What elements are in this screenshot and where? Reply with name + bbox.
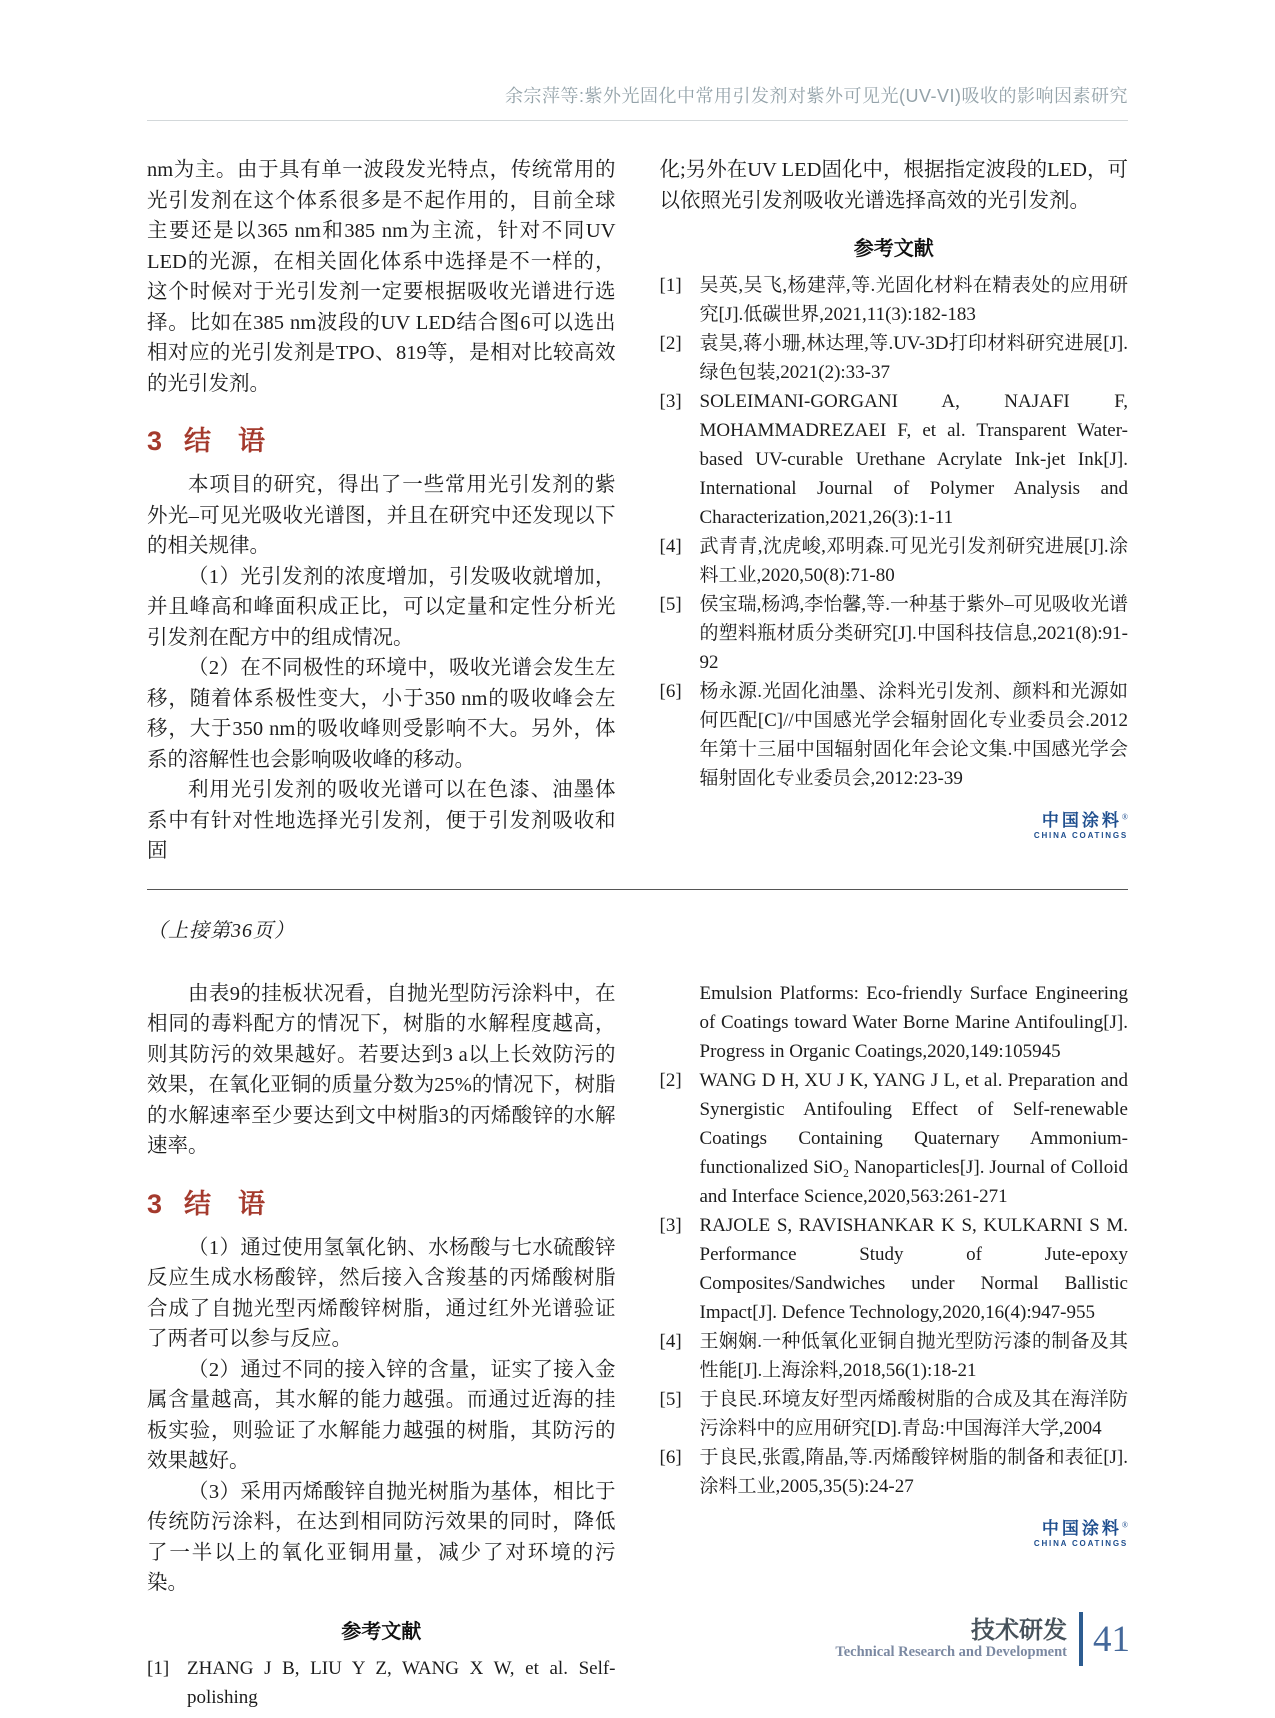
page-number: 41 — [1093, 1618, 1130, 1660]
reference-item — [660, 387, 1129, 532]
reference-text: SOLEIMANI-GORGANI A, NAJAFI F, MOHAMMADREZAEI F, et al. Transparent Water-based UV-curable Urethane Acrylate Ink-jet Ink[J]. International Journal of Polymer Analysis and Characterization,2021,26(3):1-11 — [699, 391, 1128, 528]
reference-text: ZHANG J B, LIU Y Z, WANG X W, et al. Self-polishing — [187, 1657, 616, 1708]
reference-text: 武青青,沈虎峻,邓明森.可见光引发剂研究进展[J].涂料工业,2020,50(8):71-80 — [699, 536, 1128, 586]
reference-item — [660, 677, 1129, 793]
footer-section-label — [835, 1617, 1067, 1662]
reference-item — [660, 1066, 1129, 1211]
logo-text-en: CHINA COATINGS — [1033, 1538, 1128, 1548]
paragraph: （3）采用丙烯酸锌自抛光树脂为基体，相比于传统防污涂料，在达到相同防污效果的同时，降低了一半以上的氧化亚铜用量，减少了对环境的污染。 — [147, 1480, 616, 1594]
section-heading-conclusion — [147, 1182, 616, 1221]
reference-text: 于良民,张霞,隋晶,等.丙烯酸锌树脂的制备和表征[J].涂料工业,2005,35(5):24-27 — [699, 1446, 1128, 1497]
reference-number: [6] — [659, 681, 682, 702]
page-footer — [835, 1612, 1130, 1666]
footer-divider-bar — [1079, 1612, 1083, 1666]
reference-text: WANG D H, XU J K, YANG J L, et al. Preparation and Synergistic Antifouling Effect of Self-renewable Coatings Containing Quaternary Ammonium-functionalized SiO₂ Nanoparticles[J]. Journal of Colloid and Interface Science,2020,563:261-271 — [699, 1069, 1128, 1207]
article2 — [147, 979, 1128, 1712]
paragraph: （2）通过不同的接入锌的含量，证实了接入金属含量越高，其水解的能力越强。而通过近海的挂板实验，则验证了水解能力越强的树脂，其防污的效果越好。 — [147, 1358, 616, 1472]
reference-item — [660, 1443, 1129, 1501]
reference-text: 杨永源.光固化油墨、涂料光引发剂、颜料和光源如何匹配[C]//中国感光学会辐射固化专业委员会.2012年第十三届中国辐射固化年会论文集.中国感光学会辐射固化专业委员会,2012:23-39 — [699, 681, 1128, 789]
reference-item — [660, 1327, 1129, 1385]
reference-item — [660, 590, 1129, 677]
logo-text-cn: 中国涂料 — [1041, 1518, 1122, 1538]
reference-number: [1] — [147, 1657, 170, 1679]
reference-continuation: Emulsion Platforms: Eco-friendly Surface Engineering of Coatings toward Water Borne Marine Antifouling[J]. Progress in Organic Coatings,2020,149:105945 — [699, 982, 1128, 1062]
registered-mark-icon: ® — [1121, 812, 1128, 822]
reference-number: [6] — [659, 1446, 682, 1468]
reference-number: [3] — [659, 1214, 682, 1236]
running-head — [147, 0, 1128, 121]
section-title: 结 语 — [184, 1188, 266, 1219]
china-coatings-logo — [660, 811, 1129, 841]
article2-right-column — [660, 979, 1129, 1712]
references-heading: 参考文献 — [341, 1620, 422, 1643]
reference-text: 袁昊,蒋小珊,林达理,等.UV-3D打印材料研究进展[J].绿色包装,2021(2):33-37 — [699, 333, 1128, 383]
reference-item — [660, 1211, 1129, 1327]
reference-item — [660, 329, 1129, 387]
reference-number: [2] — [659, 1069, 682, 1091]
reference-number: [3] — [659, 391, 682, 412]
footer-section-en: Technical Research and Development — [835, 1644, 1067, 1661]
reference-item — [660, 271, 1129, 329]
section-number: 3 — [147, 1188, 163, 1219]
logo-text-en: CHINA COATINGS — [1033, 831, 1128, 841]
continuation-note: （上接第36页） — [147, 919, 295, 942]
reference-text: 王娴娴.一种低氧化亚铜自抛光型防污漆的制备及其性能[J].上海涂料,2018,56(1):18-21 — [699, 1330, 1128, 1381]
registered-mark-icon: ® — [1121, 1520, 1128, 1530]
reference-number: [5] — [659, 1388, 682, 1410]
references-heading: 参考文献 — [853, 238, 934, 260]
article-divider — [147, 889, 1128, 890]
paragraph: 化;另外在UV LED固化中，根据指定波段的LED，可以依照光引发剂吸收光谱选择高效的光引发剂。 — [659, 159, 1128, 212]
footer-section-cn: 技术研发 — [971, 1616, 1067, 1644]
reference-text: 吴英,吴飞,杨建萍,等.光固化材料在精表处的应用研究[J].低碳世界,2021,11(3):182-183 — [699, 275, 1128, 325]
reference-item — [660, 1385, 1129, 1443]
running-head-title: 余宗萍等:紫外光固化中常用引发剂对紫外可见光(UV-VI)吸收的影响因素研究 — [505, 86, 1128, 106]
article2-left-column — [147, 979, 616, 1712]
logo-text-cn: 中国涂料 — [1041, 811, 1122, 830]
china-coatings-logo — [660, 1519, 1129, 1549]
section-number: 3 — [147, 426, 163, 456]
reference-item — [660, 532, 1129, 590]
paragraph: 利用光引发剂的吸收光谱可以在色漆、油墨体系中有针对性地选择光引发剂，便于引发剂吸收和固 — [147, 779, 616, 862]
article1-left-column — [147, 155, 616, 867]
article1-right-column — [660, 155, 1129, 867]
paragraph: nm为主。由于具有单一波段发光特点，传统常用的光引发剂在这个体系很多是不起作用的，目前全球主要还是以365 nm和385 nm为主流，针对不同UV LED的光源，在相关固化体系中选择是不一样的，这个时候对于光引发剂一定要根据吸收光谱进行选择。比如在385 nm波段的UV LED结合图6可以选出相对应的光引发剂是TPO、819等，是相对比较高效的光引发剂。 — [147, 159, 616, 395]
section-title: 结 语 — [184, 426, 266, 456]
paragraph: （1）通过使用氢氧化钠、水杨酸与七水硫酸锌反应生成水杨酸锌，然后接入含羧基的丙烯酸树脂合成了自抛光型丙烯酸锌树脂，通过红外光谱验证了两者可以参与反应。 — [147, 1236, 616, 1350]
paragraph: （2）在不同极性的环境中，吸收光谱会发生左移，随着体系极性变大，小于350 nm的吸收峰会左移，大于350 nm的吸收峰则受影响不大。另外，体系的溶解性也会影响吸收峰的移动。 — [147, 657, 616, 771]
section-heading-conclusion — [147, 419, 616, 458]
reference-number: [1] — [659, 275, 682, 296]
reference-number: [5] — [659, 594, 682, 615]
paragraph: 本项目的研究，得出了一些常用光引发剂的紫外光–可见光吸收光谱图，并且在研究中还发现以下的相关规律。 — [147, 474, 616, 557]
article1 — [147, 155, 1128, 867]
paragraph: （1）光引发剂的浓度增加，引发吸收就增加，并且峰高和峰面积成正比，可以定量和定性分析光引发剂在配方中的组成情况。 — [147, 565, 616, 649]
reference-number: [2] — [659, 333, 682, 354]
reference-text: RAJOLE S, RAVISHANKAR K S, KULKARNI S M. Performance Study of Jute-epoxy Composites/Sandwiches under Normal Ballistic Impact[J]. Defence Technology,2020,16(4):947-955 — [699, 1214, 1128, 1323]
reference-number: [4] — [659, 536, 682, 557]
reference-item — [147, 1654, 616, 1712]
paragraph: 由表9的挂板状况看，自抛光型防污涂料中，在相同的毒料配方的情况下，树脂的水解程度越高，则其防污的效果越好。若要达到3 a以上长效防污的效果，在氧化亚铜的质量分数为25%的情况下，树脂的水解速率至少要达到文中树脂3的丙烯酸锌的水解速率。 — [147, 982, 616, 1157]
reference-text: 于良民.环境友好型丙烯酸树脂的合成及其在海洋防污涂料中的应用研究[D].青岛:中国海洋大学,2004 — [699, 1388, 1128, 1439]
reference-number: [4] — [659, 1330, 682, 1352]
reference-text: 侯宝瑞,杨鸿,李怡馨,等.一种基于紫外–可见吸收光谱的塑料瓶材质分类研究[J].中国科技信息,2021(8):91-92 — [699, 594, 1128, 673]
